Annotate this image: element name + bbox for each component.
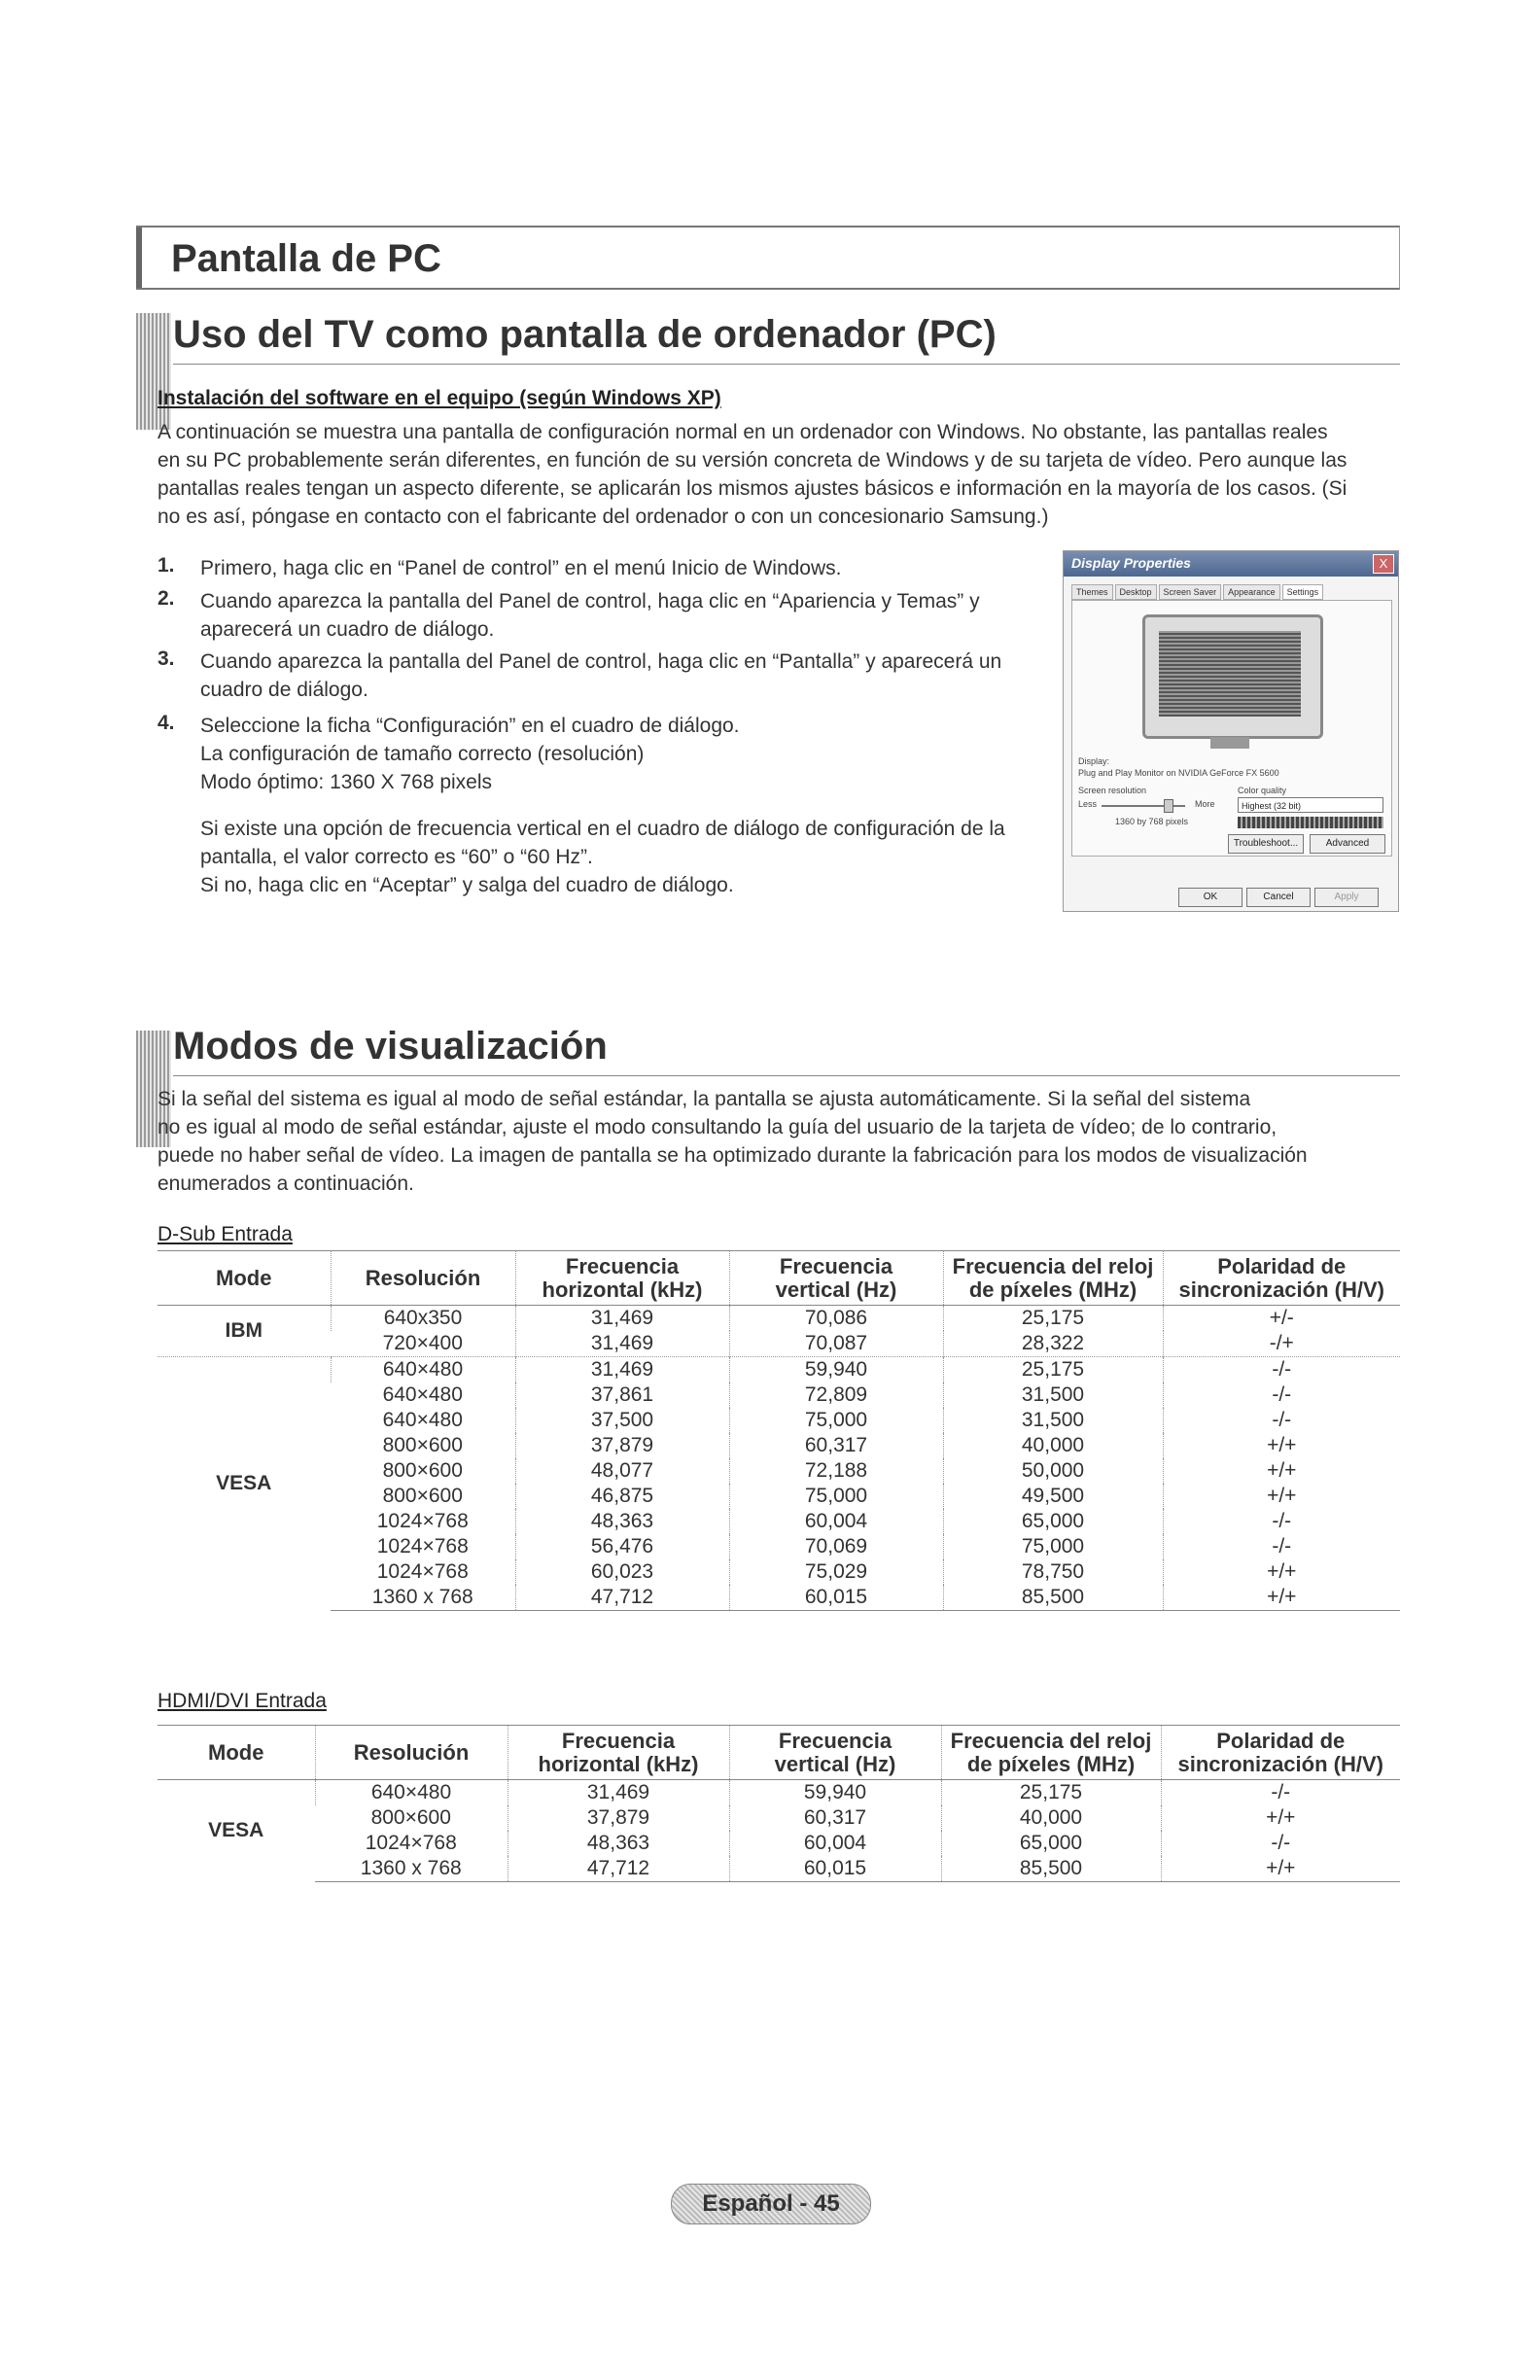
close-icon[interactable]: X (1373, 554, 1394, 574)
step-line: Seleccione la ficha “Configuración” en el cuadro de diálogo. (200, 715, 740, 737)
intro-line: Si la señal del sistema es igual al modo de señal estándar, la pantalla se ajusta automáticamente. Si la señal del sistema (158, 1088, 1251, 1110)
col-header-mode: Mode (158, 1251, 331, 1306)
polarity-cell: -/- (1163, 1382, 1400, 1408)
resolution-slider-thumb[interactable] (1164, 799, 1173, 813)
resolution-cell: 800×600 (370, 1806, 451, 1829)
polarity-cell: +/+ (1161, 1805, 1400, 1831)
polarity-cell: +/+ (1161, 1856, 1400, 1882)
pixel-clock-cell: 40,000 (943, 1433, 1163, 1458)
vfreq-cell: 59,940 (729, 1780, 941, 1806)
pixel-clock-cell: 85,500 (943, 1585, 1163, 1611)
page-title: Pantalla de PC (171, 237, 441, 280)
resolution-more: More (1195, 799, 1215, 809)
step4-extra (200, 815, 1095, 899)
vfreq-cell: 75,029 (729, 1559, 943, 1585)
polarity-cell: -/- (1161, 1780, 1400, 1806)
step-line: pantalla, el valor correcto es “60” o “60 Hz”. (200, 846, 593, 868)
advanced-button[interactable]: Advanced (1310, 834, 1385, 854)
step-line: Si no, haga clic en “Aceptar” y salga del cuadro de diálogo. (200, 874, 734, 896)
apply-button[interactable]: Apply (1314, 888, 1379, 907)
step-number: 1. (158, 554, 175, 577)
polarity-cell: -/- (1163, 1509, 1400, 1534)
pixel-clock-cell: 31,500 (943, 1382, 1163, 1408)
hfreq-cell: 31,469 (515, 1357, 729, 1383)
resolution-cell: 800×600 (382, 1434, 463, 1456)
mode-cell: VESA (158, 1780, 315, 1882)
step-line: Primero, haga clic en “Panel de control” en el menú Inicio de Windows. (200, 557, 842, 579)
pixel-clock-cell: 78,750 (943, 1559, 1163, 1585)
hfreq-cell: 48,363 (508, 1831, 729, 1856)
hdmi-title: HDMI/DVI Entrada (158, 1690, 327, 1712)
dialog-tabs (1071, 584, 1323, 600)
table-row (158, 1408, 1400, 1433)
polarity-cell: -/- (1163, 1408, 1400, 1433)
resolution-cell: 1360 x 768 (315, 1856, 508, 1882)
vfreq-cell: 70,086 (729, 1306, 943, 1332)
resolution-cell: 640×480 (382, 1383, 463, 1406)
step-line: Cuando aparezca la pantalla del Panel de control, haga clic en “Pantalla” y aparecerá un (200, 650, 1002, 673)
pixel-clock-cell: 65,000 (943, 1509, 1163, 1534)
resolution-cell: 640×480 (331, 1357, 515, 1383)
col-header-polarity: Polaridad de sincronización (H/V) (1161, 1726, 1400, 1780)
resolution-cell: 720×400 (382, 1332, 463, 1354)
resolution-cell: 1360 x 768 (331, 1585, 515, 1611)
display-value: Plug and Play Monitor on NVIDIA GeForce FX 5600 (1078, 768, 1279, 778)
hfreq-cell: 37,879 (508, 1805, 729, 1831)
vfreq-cell: 60,015 (729, 1585, 943, 1611)
table-row (158, 1331, 1400, 1357)
steps-list (158, 554, 1052, 899)
table-row (158, 1484, 1400, 1509)
section2-title: Modos de visualización (173, 1025, 608, 1068)
section1-intro (158, 418, 1402, 531)
resolution-cell: 800×600 (382, 1485, 463, 1507)
dsub-table-body (158, 1306, 1400, 1611)
table-row (158, 1433, 1400, 1458)
troubleshoot-button[interactable]: Troubleshoot... (1228, 834, 1304, 854)
intro-line: pantallas reales tengan un aspecto diferente, se aplicarán los mismos ajustes básicos e información en la mayoría de los casos. (Si (158, 477, 1348, 500)
pixel-clock-cell: 50,000 (943, 1458, 1163, 1484)
col-header-mode: Mode (158, 1726, 315, 1780)
resolution-cell: 800×600 (382, 1459, 463, 1482)
pixel-clock-cell: 31,500 (943, 1408, 1163, 1433)
vfreq-cell: 60,015 (729, 1856, 941, 1882)
polarity-cell: +/+ (1163, 1458, 1400, 1484)
tab-screen-saver[interactable]: Screen Saver (1159, 584, 1222, 600)
pixel-clock-cell: 85,500 (941, 1856, 1161, 1882)
section2-rule (173, 1075, 1400, 1076)
resolution-value: 1360 by 768 pixels (1115, 817, 1189, 826)
table-row (158, 1306, 1400, 1332)
pixel-clock-cell: 25,175 (941, 1780, 1161, 1806)
polarity-cell: +/+ (1163, 1585, 1400, 1611)
vfreq-cell: 60,317 (729, 1433, 943, 1458)
pixel-clock-cell: 40,000 (941, 1805, 1161, 1831)
monitor-screen (1159, 631, 1301, 717)
dialog-title: Display Properties (1064, 551, 1398, 577)
polarity-cell: +/+ (1163, 1484, 1400, 1509)
table-row (158, 1585, 1400, 1611)
table-row (158, 1357, 1400, 1383)
vfreq-cell: 70,087 (729, 1331, 943, 1357)
vfreq-cell: 60,317 (729, 1805, 941, 1831)
pixel-clock-cell: 65,000 (941, 1831, 1161, 1856)
header-accent-bar (136, 228, 142, 288)
dsub-modes-table (158, 1250, 1400, 1611)
step-item (158, 587, 1052, 648)
polarity-cell: -/+ (1163, 1331, 1400, 1357)
polarity-cell: -/- (1163, 1357, 1400, 1383)
col-header-pixel-clock: Frecuencia del reloj de píxeles (MHz) (943, 1251, 1163, 1306)
intro-line: no es igual al modo de señal estándar, ajuste el modo consultando la guía del usuario de la tarjeta de vídeo; de lo contrario, (158, 1116, 1278, 1138)
resolution-cell: 1024×768 (365, 1832, 457, 1854)
step-line: Si existe una opción de frecuencia vertical en el cuadro de diálogo de configuración de la (200, 818, 1005, 840)
col-header-resolution: Resolución (331, 1251, 515, 1306)
intro-line: no es así, póngase en contacto con el fabricante del ordenador o con un concesionario Samsung.) (158, 506, 1049, 528)
vfreq-cell: 72,188 (729, 1458, 943, 1484)
hfreq-cell: 37,879 (515, 1433, 729, 1458)
polarity-cell: -/- (1163, 1534, 1400, 1559)
tab-appearance[interactable]: Appearance (1223, 584, 1280, 600)
hdmi-table-body (158, 1780, 1400, 1882)
vfreq-cell: 75,000 (729, 1408, 943, 1433)
hfreq-cell: 31,469 (508, 1780, 729, 1806)
tab-themes[interactable]: Themes (1071, 584, 1113, 600)
monitor-icon (1142, 614, 1323, 739)
col-header-vfreq: Frecuencia vertical (Hz) (729, 1251, 943, 1306)
intro-line: en su PC probablemente serán diferentes, en función de su versión concreta de Windows y de su tarjeta de vídeo. Pero aunque las (158, 449, 1348, 472)
table-row (158, 1559, 1400, 1585)
color-quality-label: Color quality (1238, 786, 1287, 795)
step-line: La configuración de tamaño correcto (resolución) (200, 743, 645, 765)
hfreq-cell: 56,476 (515, 1534, 729, 1559)
pixel-clock-cell: 75,000 (943, 1534, 1163, 1559)
table-row (158, 1805, 1400, 1831)
hfreq-cell: 37,861 (515, 1382, 729, 1408)
mode-cell: IBM (158, 1306, 331, 1357)
table-row (158, 1856, 1400, 1882)
dsub-title: D-Sub Entrada (158, 1223, 293, 1245)
col-header-vfreq: Frecuencia vertical (Hz) (729, 1726, 941, 1780)
vfreq-cell: 75,000 (729, 1484, 943, 1509)
intro-line: A continuación se muestra una pantalla de configuración normal en un ordenador con Windows. No obstante, las pantallas reales (158, 421, 1328, 443)
table-row (158, 1458, 1400, 1484)
section2-intro (158, 1085, 1402, 1198)
table-row (158, 1780, 1400, 1806)
col-header-polarity: Polaridad de sincronización (H/V) (1163, 1251, 1400, 1306)
col-header-pixel-clock: Frecuencia del reloj de píxeles (MHz) (941, 1726, 1161, 1780)
table-row (158, 1382, 1400, 1408)
resolution-cell: 640x350 (331, 1306, 515, 1332)
vfreq-cell: 60,004 (729, 1509, 943, 1534)
polarity-cell: -/- (1161, 1831, 1400, 1856)
hfreq-cell: 60,023 (515, 1559, 729, 1585)
polarity-cell: +/+ (1163, 1433, 1400, 1458)
pixel-clock-cell: 49,500 (943, 1484, 1163, 1509)
section1-title: Uso del TV como pantalla de ordenador (PC) (173, 313, 997, 356)
page-number-badge: Español - 45 (671, 2184, 871, 2224)
ok-button[interactable]: OK (1178, 888, 1242, 907)
step-number: 2. (158, 587, 175, 610)
step-item (158, 648, 1052, 712)
tab-settings[interactable]: Settings (1282, 584, 1324, 600)
resolution-cell: 640×480 (315, 1780, 508, 1806)
intro-line: puede no haber señal de vídeo. La imagen de pantalla se ha optimizado durante la fabricación para los modos de visualización (158, 1144, 1308, 1167)
pixel-clock-cell: 28,322 (943, 1331, 1163, 1357)
color-bar (1238, 817, 1383, 828)
col-header-hfreq: Frecuencia horizontal (kHz) (508, 1726, 729, 1780)
hfreq-cell: 48,363 (515, 1509, 729, 1534)
hfreq-cell: 31,469 (515, 1331, 729, 1357)
step-line: aparecerá un cuadro de diálogo. (200, 618, 495, 641)
resolution-less: Less (1078, 799, 1098, 809)
vfreq-cell: 72,809 (729, 1382, 943, 1408)
hfreq-cell: 47,712 (515, 1585, 729, 1611)
color-quality-select[interactable]: Highest (32 bit) (1238, 797, 1383, 813)
intro-line: enumerados a continuación. (158, 1172, 414, 1195)
step-number: 4. (158, 712, 175, 734)
settings-panel (1071, 600, 1392, 857)
page-header-box (136, 226, 1400, 290)
display-properties-dialog (1063, 550, 1399, 912)
hfreq-cell: 46,875 (515, 1484, 729, 1509)
cancel-button[interactable]: Cancel (1246, 888, 1311, 907)
hfreq-cell: 31,469 (515, 1306, 729, 1332)
col-header-resolution: Resolución (315, 1726, 508, 1780)
step-line: Modo óptimo: 1360 X 768 pixels (200, 771, 493, 793)
step-line: Cuando aparezca la pantalla del Panel de control, haga clic en “Apariencia y Temas” y (200, 590, 980, 612)
hfreq-cell: 47,712 (508, 1856, 729, 1882)
table-row (158, 1534, 1400, 1559)
pixel-clock-cell: 25,175 (943, 1306, 1163, 1332)
step-line: cuadro de diálogo. (200, 679, 368, 701)
vfreq-cell: 59,940 (729, 1357, 943, 1383)
section1-accent-bar (136, 313, 171, 430)
table-row (158, 1831, 1400, 1856)
display-label: Display: (1078, 756, 1110, 766)
vfreq-cell: 60,004 (729, 1831, 941, 1856)
section1-rule (173, 364, 1400, 365)
tab-desktop[interactable]: Desktop (1115, 584, 1157, 600)
section1-subtitle: Instalación del software en el equipo (según Windows XP) (158, 387, 721, 409)
polarity-cell: +/- (1163, 1306, 1400, 1332)
polarity-cell: +/+ (1163, 1559, 1400, 1585)
step-number: 3. (158, 648, 175, 670)
resolution-label: Screen resolution (1078, 786, 1147, 795)
step-item (158, 554, 1052, 587)
resolution-cell: 1024×768 (376, 1510, 469, 1532)
pixel-clock-cell: 25,175 (943, 1357, 1163, 1383)
vfreq-cell: 70,069 (729, 1534, 943, 1559)
hfreq-cell: 48,077 (515, 1458, 729, 1484)
mode-cell: VESA (158, 1357, 331, 1611)
step-item (158, 712, 1052, 809)
resolution-cell: 1024×768 (376, 1535, 469, 1558)
resolution-cell: 640×480 (382, 1409, 463, 1431)
resolution-cell: 1024×768 (376, 1560, 469, 1583)
table-row (158, 1509, 1400, 1534)
monitor-stand (1210, 737, 1249, 749)
hdmi-modes-table (158, 1725, 1400, 1882)
col-header-hfreq: Frecuencia horizontal (kHz) (515, 1251, 729, 1306)
hfreq-cell: 37,500 (515, 1408, 729, 1433)
